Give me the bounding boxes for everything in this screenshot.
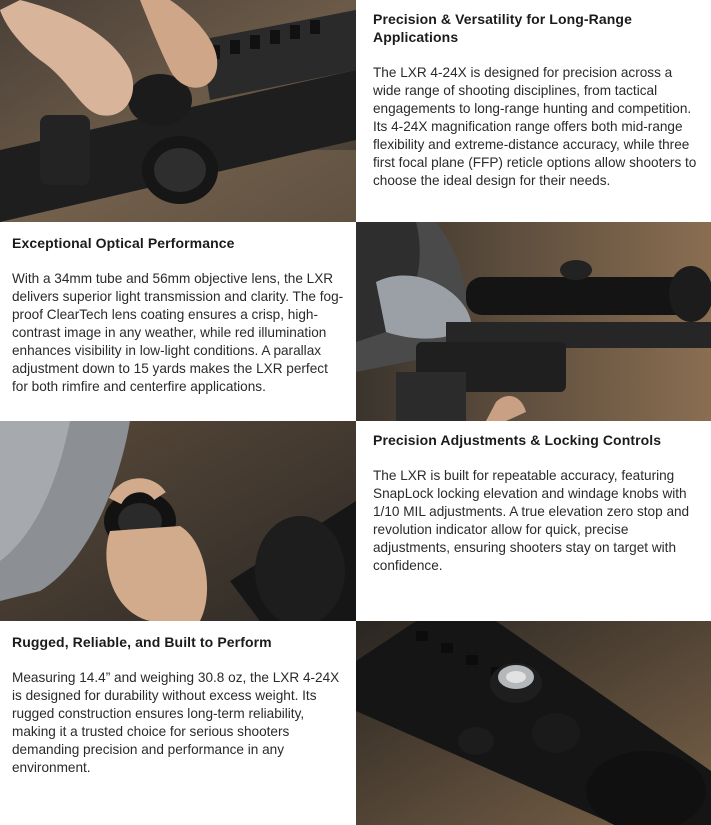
feature-row-rugged [0,621,711,825]
feature-row-versatility [0,0,711,222]
feature-text-versatility [356,0,711,222]
photo-hand-adjusting-turret [0,0,356,222]
photo-hand-holding-lens-cap [0,421,356,621]
feature-text-adjustments [356,421,711,621]
photo-shooter-with-rifle-scope [356,222,711,421]
feature-row-adjustments [0,421,711,621]
photo-scope-top-view [356,621,711,825]
feature-text-optical [0,222,356,421]
feature-title: Precision Adjustments & Locking Controls [373,432,662,448]
feature-description: With a 34mm tube and 56mm objective lens, the LXR delivers superior light transmission and clarity. The fog-proof ClearTech lens coating ensures a crisp, high-contrast image in any weather, while red illumination enhances visibility in low-light conditions. A parallax adjustment down to 15 yards makes the LXR perfect for both rimfire and centerfire applications. [12,271,344,394]
feature-title: Precision & Versatility for Long-Range Applications [373,11,632,45]
feature-description: The LXR is built for repeatable accuracy, featuring SnapLock locking elevation and windage knobs with 1/10 MIL adjustments. A true elevation zero stop and revolution indicator allow for quick, precise adjustments, ensuring shooters stay on target with confidence. [373,468,690,573]
feature-description: The LXR 4-24X is designed for precision across a wide range of shooting disciplines, from tactical engagements to long-range hunting and competition. Its 4-24X magnification range offers both mid-range flexibility and extreme-distance accuracy, while three first focal plane (FFP) reticle options allow shooters to choose the ideal design for their needs. [373,65,697,188]
feature-text-rugged [0,621,356,825]
feature-description: Measuring 14.4” and weighing 30.8 oz, the LXR 4-24X is designed for durability without excess weight. Its rugged construction ensures long-term reliability, making it a trusted choice for serious shooters demanding precision and performance in any environment. [12,670,340,775]
feature-title: Rugged, Reliable, and Built to Perform [12,634,272,650]
feature-title: Exceptional Optical Performance [12,235,235,251]
feature-row-optical [0,222,711,421]
